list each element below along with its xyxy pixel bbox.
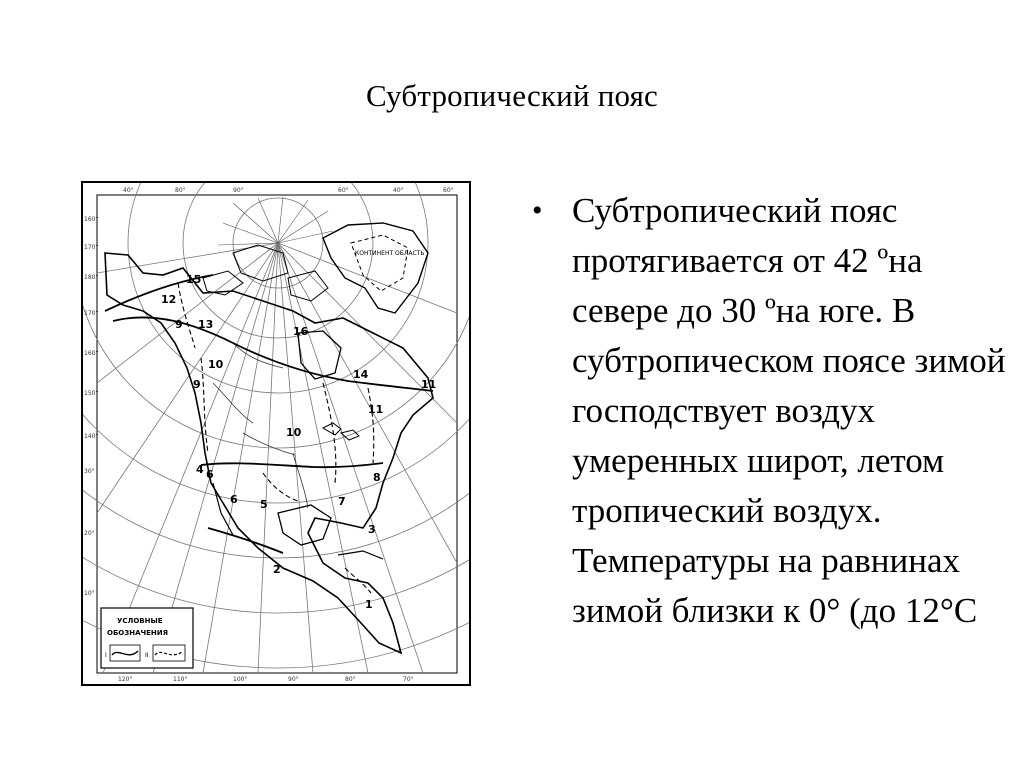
left-tick: 170° (84, 310, 99, 317)
bullet-text: Субтропический пояс протягивается от 42 ºна севере до 30 ºна юге. В субтропическом поясе зимой господствует воздух умеренных широт, летом тропический воздух. Температуры на равнинах зимой близки к 0° (до 12°С (572, 191, 1006, 630)
zone-label: 11 (421, 378, 437, 391)
left-tick: 140° (84, 433, 99, 440)
zone-label: 10 (208, 358, 224, 371)
left-tick: 170° (84, 244, 99, 251)
north-america-climate-map (81, 181, 471, 686)
zone-label: 11 (368, 403, 384, 416)
legend-item-2-label: II (145, 652, 149, 659)
left-tick: 10° (84, 590, 95, 597)
bottom-tick: 70° (403, 676, 414, 683)
zone-label: 5 (260, 498, 268, 511)
zone-label: 6 (230, 493, 238, 506)
top-tick: 40° (393, 187, 404, 194)
greenland-outline (323, 223, 428, 313)
map-legend (101, 608, 193, 668)
zone-label: 8 (373, 471, 381, 484)
bottom-tick: 100° (233, 676, 248, 683)
zone-label: 9 (175, 318, 183, 331)
left-tick: 180° (84, 274, 99, 281)
slide-title: Субтропический пояс (365, 78, 659, 113)
top-tick: 60° (443, 187, 454, 194)
caribbean-islands (338, 551, 383, 559)
zone-label: 14 (353, 368, 369, 381)
zone-label: 15 (186, 273, 202, 286)
zone-label: 13 (198, 318, 214, 331)
zone-label: 10 (286, 426, 302, 439)
left-tick: 150° (84, 390, 99, 397)
legend-item-1-label: I (105, 652, 107, 659)
bottom-tick: 110° (173, 676, 188, 683)
zone-labels (161, 273, 436, 611)
zone-label: 9 (193, 378, 201, 391)
left-tick: 30° (84, 468, 95, 475)
continent-outline (105, 253, 433, 653)
gulf-of-mexico (278, 505, 331, 545)
bottom-tick: 120° (118, 676, 133, 683)
zone-label: 6 (206, 468, 214, 481)
top-tick: 80° (175, 187, 186, 194)
bottom-tick: 80° (345, 676, 356, 683)
left-tick: 20° (84, 530, 95, 537)
climate-boundaries (105, 275, 433, 553)
zone-label: 12 (161, 293, 177, 306)
bullet-marker: • (532, 194, 543, 227)
left-tick: 160° (84, 350, 99, 357)
great-lakes (323, 423, 359, 440)
left-tick: 160° (84, 216, 99, 223)
bottom-tick: 90° (288, 676, 299, 683)
zone-label: 16 (293, 325, 309, 338)
zone-label: 3 (368, 523, 376, 536)
zone-label: 2 (273, 563, 281, 576)
zone-label: 4 (196, 463, 204, 476)
pole-rays (218, 197, 333, 245)
inset-label: КОНТИНЕНТ ОБЛАСТЬ (355, 250, 425, 257)
zone-label: 1 (365, 598, 373, 611)
legend-title-2: ОБОЗНАЧЕНИЯ (107, 629, 169, 637)
map-drawing (83, 183, 469, 684)
top-tick: 90° (233, 187, 244, 194)
top-tick: 60° (338, 187, 349, 194)
legend-title-1: УСЛОВНЫЕ (117, 617, 163, 625)
zone-label: 7 (338, 495, 346, 508)
top-tick: 40° (123, 187, 134, 194)
